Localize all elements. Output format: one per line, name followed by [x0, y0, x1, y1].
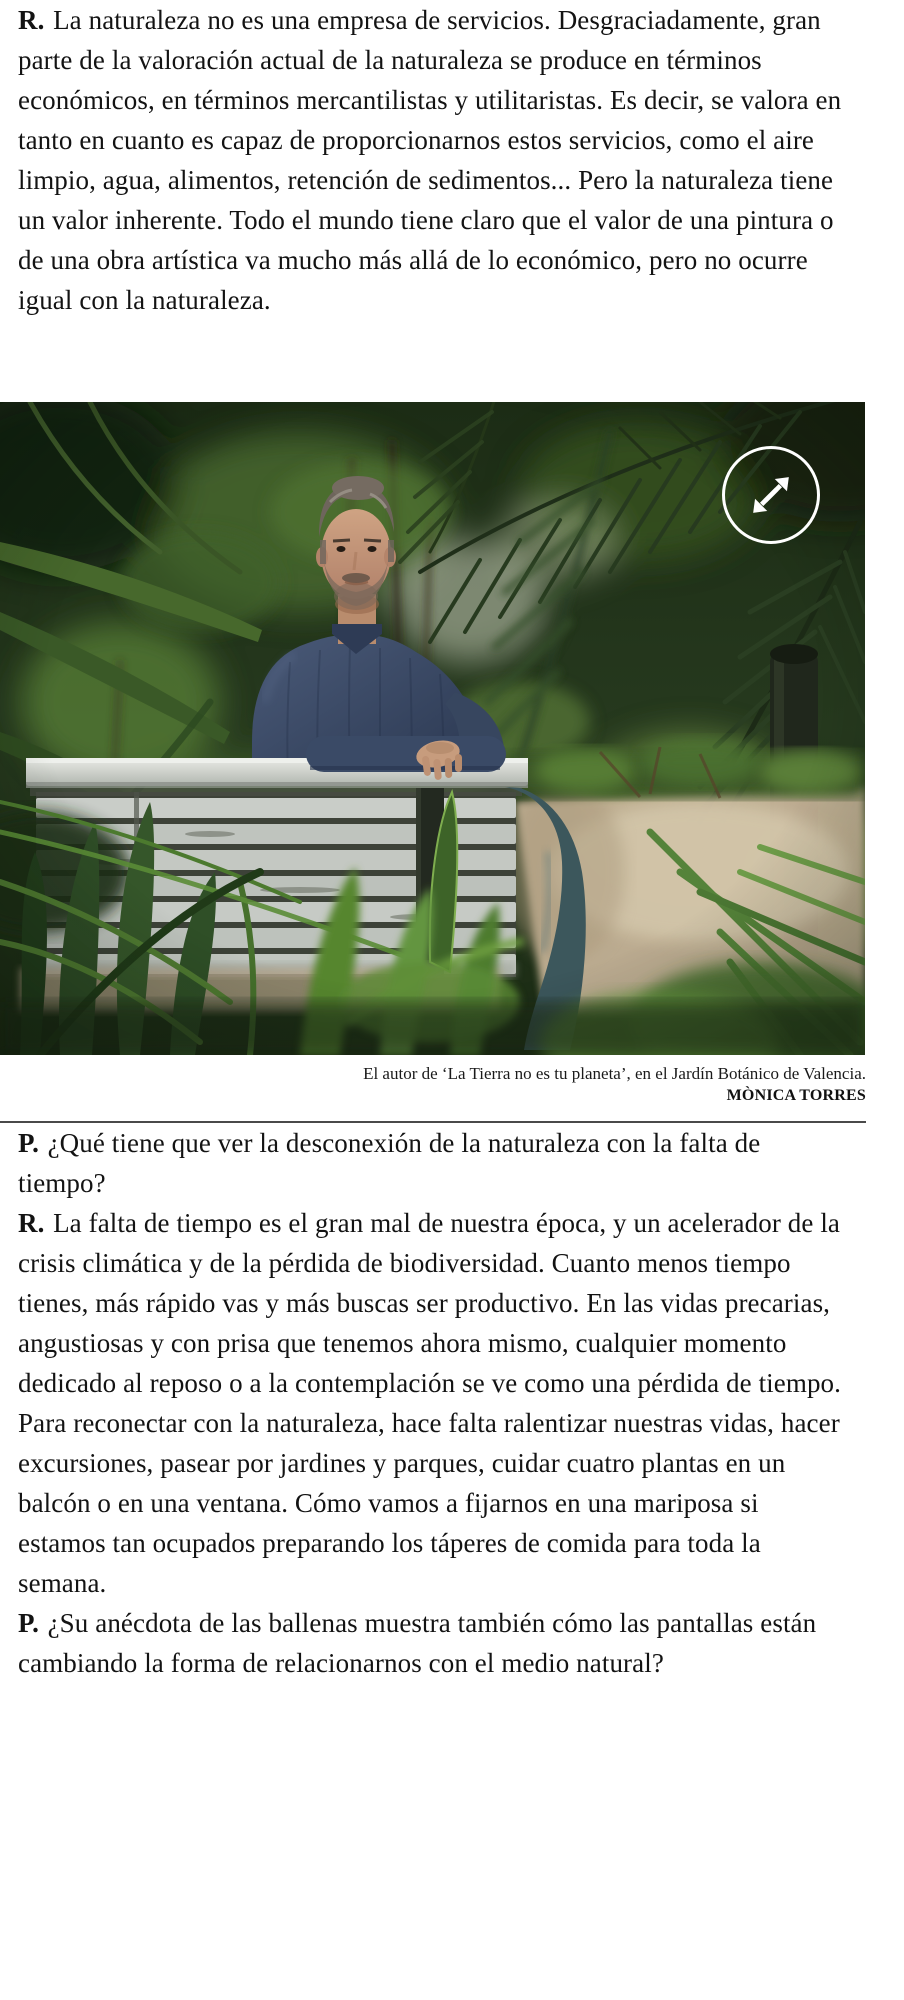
answer-paragraph-1	[0, 0, 848, 320]
answer-paragraph-2	[0, 1203, 848, 1603]
photo-credit: MÒNICA TORRES	[726, 1087, 866, 1104]
expand-icon	[725, 449, 817, 541]
paragraph-text: La falta de tiempo es el gran mal de nuestra época, y un acelerador de la crisis climática y de la pérdida de biodiversidad. Cuanto menos tiempo tienes, más rápido vas y más buscas ser productivo. En las vidas precarias, angustiosas y con prisa que tenemos ahora mismo, cualquier momento dedicado al reposo o a la contemplación se ve como una pérdida de tiempo. Para reconectar con la naturaleza, hace falta ralentizar nuestras vidas, hacer excursiones, pasear por jardines y parques, cuidar cuatro plantas en un balcón o en una ventana. Cómo vamos a fijarnos en una mariposa si estamos tan ocupados preparando los táperes de comida para toda la semana.	[18, 1208, 842, 1598]
answer-prefix: R.	[18, 1208, 45, 1238]
photo-caption: El autor de ‘La Tierra no es tu planeta’, en el Jardín Botánico de Valencia.	[363, 1064, 866, 1083]
article-photo[interactable]	[0, 402, 865, 1055]
article-figure	[0, 402, 866, 1107]
question-prefix: P.	[18, 1128, 39, 1158]
question-prefix: P.	[18, 1608, 39, 1638]
question-paragraph-1	[0, 1123, 848, 1203]
paragraph-text: La naturaleza no es una empresa de servicios. Desgraciadamente, gran parte de la valoración actual de la naturaleza se produce en términos económicos, en términos mercantilistas y utilitaristas. Es decir, se valora en tanto en cuanto es capaz de proporcionarnos estos servicios, como el aire limpio, agua, alimentos, retención de sedimentos... Pero la naturaleza tiene un valor inherente. Todo el mundo tiene claro que el valor de una pintura o de una obra artística va mucho más allá de lo económico, pero no ocurre igual con la naturaleza.	[18, 5, 842, 315]
answer-prefix: R.	[18, 5, 45, 35]
question-paragraph-2	[0, 1603, 848, 1683]
paragraph-text: ¿Qué tiene que ver la desconexión de la naturaleza con la falta de tiempo?	[18, 1128, 761, 1198]
paragraph-text: ¿Su anécdota de las ballenas muestra también cómo las pantallas están cambiando la forma de relacionarnos con el medio natural?	[18, 1608, 817, 1678]
photo-caption-block	[0, 1063, 866, 1107]
expand-photo-button[interactable]	[722, 446, 820, 544]
